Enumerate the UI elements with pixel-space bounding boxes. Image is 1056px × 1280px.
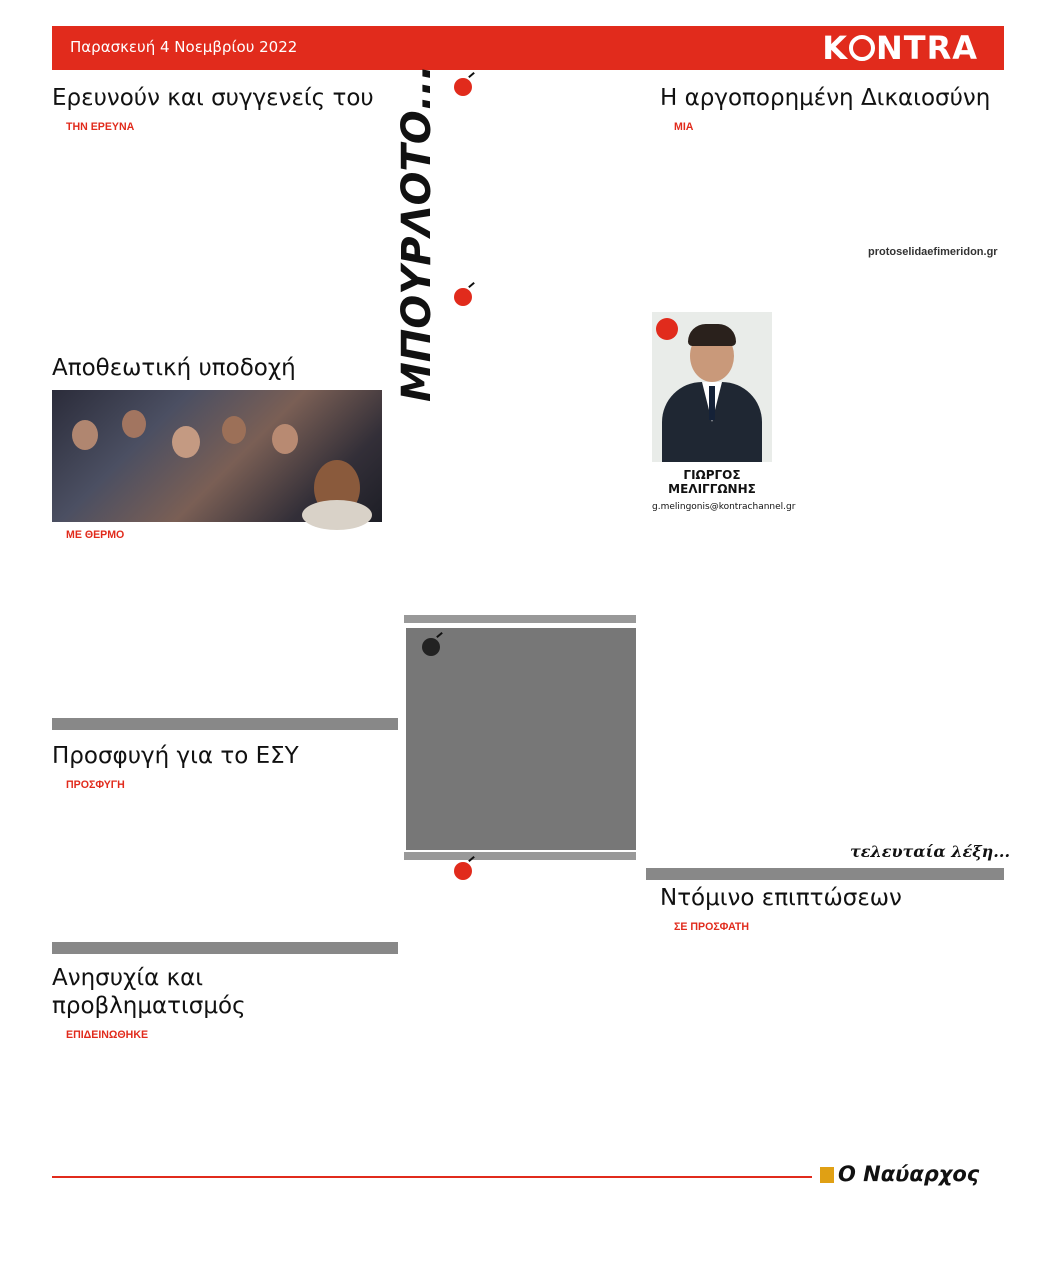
article-apotheotiki-body — [52, 528, 374, 542]
article-body: ΤΗΝ ΕΡΕΥΝΑ — [66, 121, 135, 133]
article-anisychia — [52, 964, 374, 1042]
article-erevnoun — [52, 84, 374, 134]
item-b1 — [454, 78, 634, 96]
article-title: Αποθεωτική υποδοχή — [52, 355, 296, 381]
crowd-photo — [52, 390, 382, 522]
header-bar — [52, 26, 1004, 70]
item-b2 — [454, 288, 634, 306]
mpourloto-title: ΜΠΟΥΡΛΟΤΟ... — [394, 64, 440, 402]
kontra-badge-icon — [656, 318, 678, 340]
article-argoporimeni — [660, 84, 1006, 134]
article-body: ΜΕ ΘΕΡΜΟ — [66, 529, 125, 541]
kontra-logo: K NTRA — [822, 29, 978, 67]
article-title: Ανησυχία και προβληματισμός — [52, 965, 246, 1019]
author-credit — [652, 468, 796, 512]
vertical-banner — [392, 60, 446, 460]
naftarchos-icon — [820, 1167, 834, 1183]
watermark-text: protoselidaefimeridon.gr — [868, 246, 998, 258]
bomb-icon — [454, 78, 472, 96]
item-b4 — [454, 862, 634, 880]
author-email: g.melingonis@kontrachannel.gr — [652, 502, 796, 512]
footer-line — [52, 1176, 812, 1178]
bomb-icon — [422, 638, 440, 656]
article-title: Η αργοπορημένη Δικαιοσύνη — [660, 85, 991, 111]
article-prosfygi — [52, 742, 374, 792]
article-title: Ερευνούν και συγγενείς του — [52, 85, 374, 111]
bomb-icon — [454, 288, 472, 306]
divider — [404, 615, 636, 623]
bomb-icon — [454, 862, 472, 880]
signature: τελευταία λέξη... — [850, 842, 1011, 861]
gray-box — [406, 628, 636, 850]
divider — [52, 942, 398, 954]
issue-date: Παρασκευή 4 Νοεμβρίου 2022 — [70, 38, 298, 56]
article-body: ΣΕ ΠΡΟΣΦΑΤΗ — [674, 921, 749, 933]
divider — [646, 868, 1004, 880]
logo-o-icon — [849, 35, 875, 61]
article-body: ΠΡΟΣΦΥΓΗ — [66, 779, 125, 791]
article-title: Προσφυγή για το ΕΣΥ — [52, 743, 299, 769]
article-body: ΕΠΙΔΕΙΝΩΘΗΚΕ — [66, 1029, 149, 1041]
article-apotheotiki-header — [52, 354, 374, 382]
author-name: ΓΙΩΡΓΟΣ ΜΕΛΙΓΓΩΝΗΣ — [668, 468, 756, 496]
article-body: ΜΙΑ — [674, 121, 694, 133]
naftarchos-logo: Ο Ναύαρχος — [820, 1162, 979, 1186]
article-title: Ντόμινο επιπτώσεων — [660, 885, 902, 911]
divider — [404, 852, 636, 860]
divider — [52, 718, 398, 730]
article-ntomino — [660, 884, 1006, 934]
